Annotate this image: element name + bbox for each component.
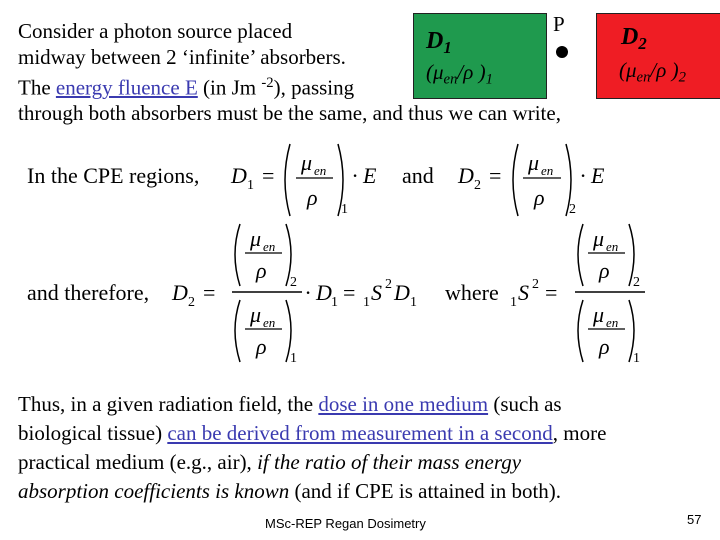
eq2-num-en: en	[263, 239, 276, 254]
eq2-den-mu: μ	[250, 302, 262, 327]
eq1-d2: D	[458, 163, 474, 188]
eq2-r-den-sub: 1	[633, 351, 640, 366]
absorber-2-box	[596, 13, 720, 99]
page-number: 57	[687, 512, 702, 527]
eq2-d1b-sub: 1	[410, 295, 417, 310]
eq2-s-sup: 2	[385, 277, 392, 292]
conclusion-line-3: practical medium (e.g., air), if the ratio of their mass energy	[18, 450, 522, 474]
eq2-d1-sub: 1	[331, 295, 338, 310]
eq2-r-num-sub: 2	[633, 275, 640, 290]
eq2-den-sub: 1	[290, 351, 297, 366]
eq2-where: where	[445, 280, 499, 305]
eq2-where-pre-sub: 1	[510, 295, 517, 310]
conclusion-text	[18, 390, 708, 506]
eq2-d1: D	[394, 280, 410, 305]
eq2-prefix: and therefore,	[27, 280, 150, 305]
eq1-prefix: In the CPE regions,	[27, 163, 200, 188]
absorber-1-coef: ($\mu_{en}/\rho$ )$_1$	[426, 60, 493, 88]
energy-fluence-link[interactable]: energy fluence E	[55, 75, 198, 100]
eq2-r-num-rho: ρ	[599, 258, 610, 283]
eq1-equals-2: =	[489, 163, 502, 188]
eq2-equals-3: =	[545, 280, 558, 305]
equation-ratio	[0, 220, 720, 370]
eq2-num-mu: μ	[250, 226, 262, 251]
conclusion-line-1: Thus, in a given radiation field, the dose in one medium (such as	[18, 392, 562, 416]
eq1-d2-sub: 2	[474, 178, 481, 193]
eq1-d1: D	[231, 163, 247, 188]
eq2-r-den-en: en	[606, 315, 619, 330]
derived-measurement-link[interactable]: can be derived from measurement in a second	[167, 421, 553, 445]
conclusion-line-4: absorption coefficients is known (and if CPE is attained in both).	[18, 479, 562, 503]
eq1-and: and	[402, 163, 434, 188]
eq1-sub1: 1	[341, 202, 348, 217]
eq1-sub2: 2	[569, 202, 576, 217]
dose-one-medium-link[interactable]: dose in one medium	[318, 392, 489, 416]
eq1-dot-e: · E	[352, 163, 377, 188]
eq2-r-num-en: en	[606, 239, 619, 254]
eq1-rho-2: ρ	[534, 185, 545, 210]
eq2-den-en: en	[263, 315, 276, 330]
intro-line-3: The energy fluence E (in Jm $^{-2}$), passing	[18, 75, 355, 100]
eq2-d2-sub: 2	[188, 295, 195, 310]
eq1-en-2: en	[541, 163, 554, 178]
equation-cpe	[0, 140, 720, 220]
absorber-2-dose-label: $D_2$	[621, 24, 647, 54]
eq2-num-rho: ρ	[256, 258, 267, 283]
absorber-1-box	[413, 13, 547, 99]
intro-line-2: midway between 2 ‘infinite’ absorbers.	[18, 45, 346, 69]
eq2-where-sup: 2	[532, 277, 539, 292]
eq2-equals: =	[203, 280, 216, 305]
footer-text: MSc-REP Regan Dosimetry	[265, 516, 426, 531]
eq2-s-pre-sub: 1	[363, 295, 370, 310]
eq1-mu-2: μ	[528, 150, 540, 175]
intro-line-1: Consider a photon source placed	[18, 19, 293, 43]
absorber-1-dose-label: $D_1$	[426, 28, 452, 58]
eq2-s: S	[371, 280, 382, 305]
eq2-r-num-mu: μ	[593, 226, 605, 251]
eq2-num-sub: 2	[290, 275, 297, 290]
eq1-equals: =	[262, 163, 275, 188]
eq2-where-s: S	[518, 280, 529, 305]
eq1-rho: ρ	[307, 185, 318, 210]
conclusion-line-2: biological tissue) can be derived from measurement in a second, more	[18, 421, 607, 445]
eq1-d1-sub: 1	[247, 178, 254, 193]
absorber-2-coef: ($\mu_{en}/\rho$ )$_2$	[619, 58, 686, 86]
eq2-dot-d: · D	[305, 280, 332, 305]
eq2-d2: D	[172, 280, 188, 305]
source-point-icon	[556, 46, 568, 58]
eq2-equals-2: =	[343, 280, 356, 305]
eq1-dot-e-2: · E	[580, 163, 605, 188]
eq2-r-den-rho: ρ	[599, 334, 610, 359]
eq1-en: en	[314, 163, 327, 178]
eq1-mu: μ	[301, 150, 313, 175]
intro-line-4: through both absorbers must be the same, and thus we can write,	[18, 101, 561, 126]
point-label: P	[553, 12, 565, 36]
eq2-r-den-mu: μ	[593, 302, 605, 327]
eq2-den-rho: ρ	[256, 334, 267, 359]
